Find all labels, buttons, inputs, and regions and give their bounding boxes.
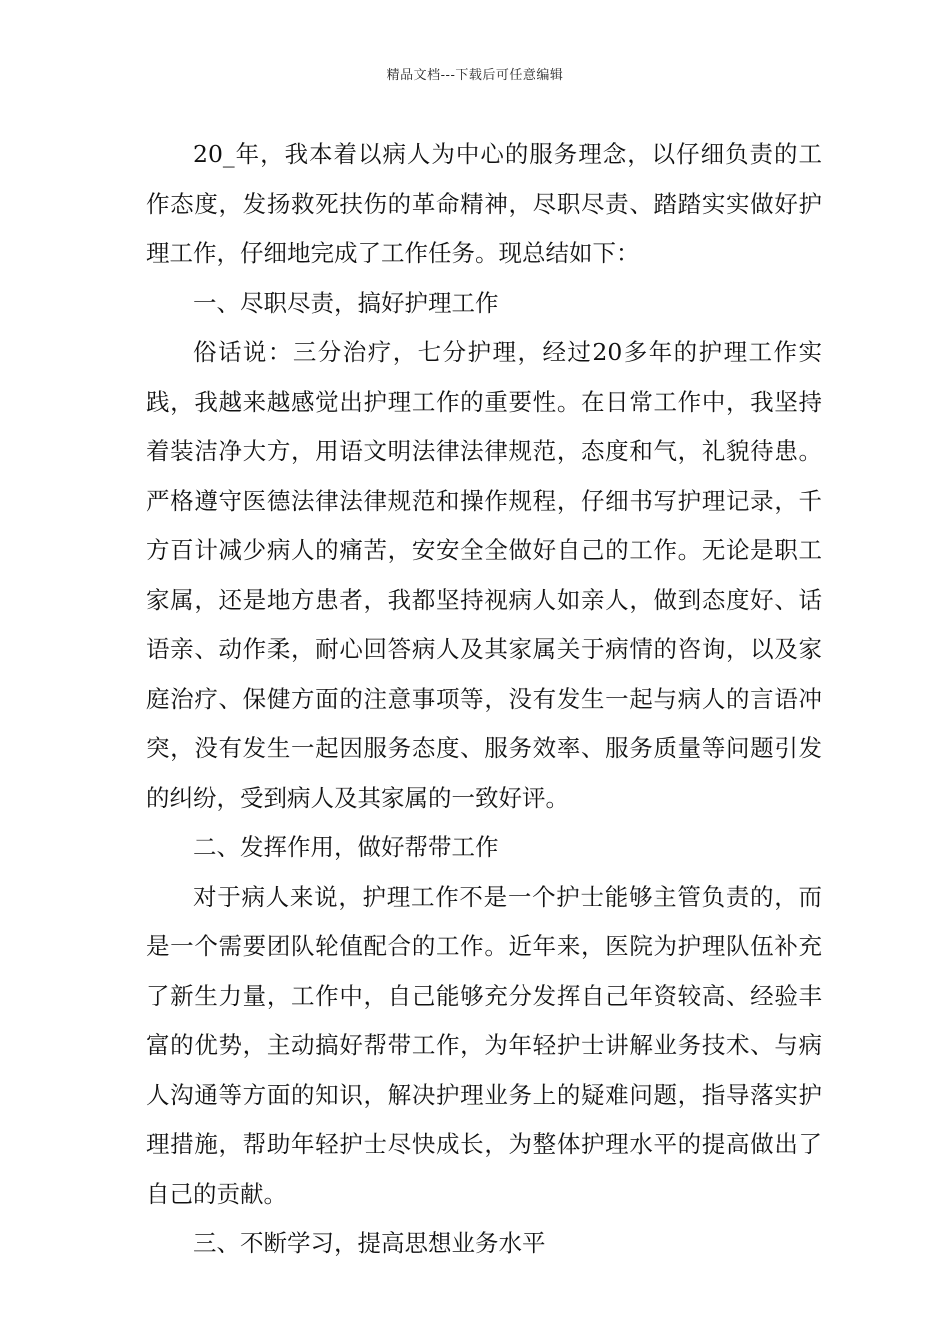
page-header: 精品文档---下载后可任意编辑 [386, 68, 564, 83]
document-body [146, 130, 822, 1269]
section-heading-3: 三、不断学习，提高思想业务水平 [193, 1229, 546, 1257]
section-1-paragraph: 俗话说：三分治疗，七分护理，经过20多年的护理工作实践，我越来越感觉出护理工作的重要性。在日常工作中，我坚持着装洁净大方，用语文明法律法律规范，态度和气，礼貌待患。严格遵守医德法律法律规范和操作规程，仔细书写护理记录，千方百计减少病人的痛苦，安安全全做好自己的工作。无论是职工家属，还是地方患者，我都坚持视病人如亲人，做到态度好、话语亲、动作柔，耐心回答病人及其家属关于病情的咨询，以及家庭治疗、保健方面的注意事项等，没有发生一起与病人的言语冲突，没有发生一起因服务态度、服务效率、服务质量等问题引发的纠纷，受到病人及其家属的一致好评。 [146, 338, 822, 812]
section-heading-2: 二、发挥作用，做好帮带工作 [193, 833, 499, 861]
intro-paragraph: 20_年，我本着以病人为中心的服务理念，以仔细负责的工作态度，发扬救死扶伤的革命精神，尽职尽责、踏踏实实做好护理工作，仔细地完成了工作任务。现总结如下： [146, 140, 822, 267]
section-heading-1: 一、尽职尽责，搞好护理工作 [193, 288, 499, 317]
section-2-paragraph: 对于病人来说，护理工作不是一个护士能够主管负责的，而是一个需要团队轮值配合的工作。近年来，医院为护理队伍补充了新生力量，工作中，自己能够充分发挥自己年资较高、经验丰富的优势，主动搞好帮带工作，为年轻护士讲解业务技术、与病人沟通等方面的知识，解决护理业务上的疑难问题，指导落实护理措施，帮助年轻护士尽快成长，为整体护理水平的提高做出了自己的贡献。 [146, 882, 822, 1208]
